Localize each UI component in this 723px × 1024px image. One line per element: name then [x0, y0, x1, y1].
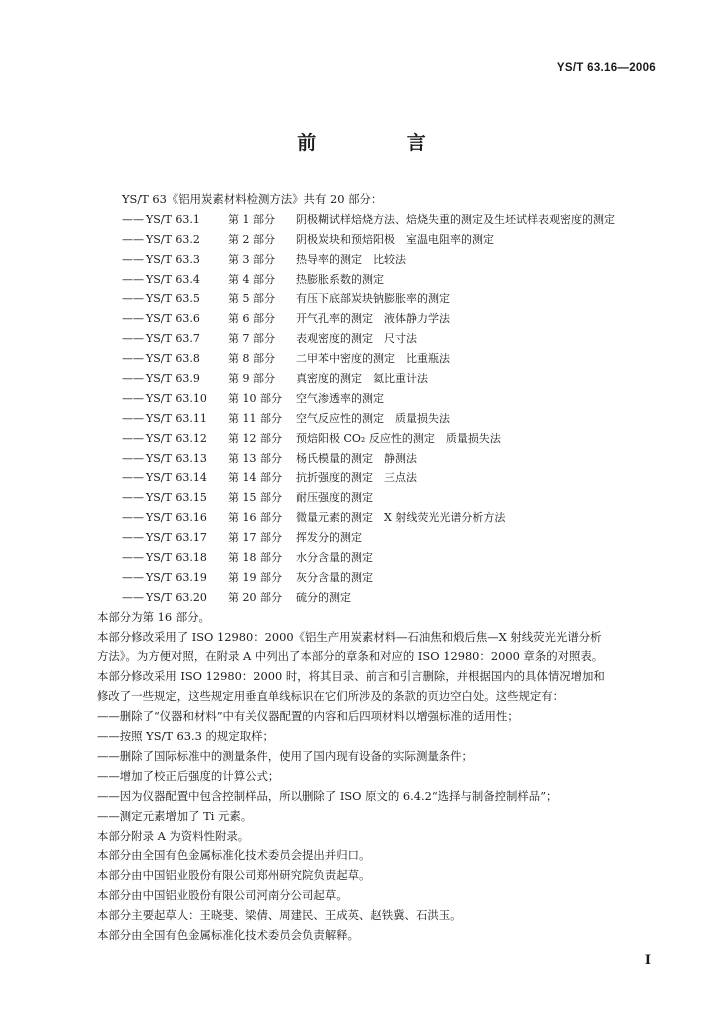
part-code: YS/T 63.8 — [146, 352, 200, 366]
part-list-item — [97, 488, 662, 508]
part-number: 第 2 部分 — [228, 232, 275, 246]
paragraph-line: 本部分为第 16 部分。 — [97, 609, 210, 624]
part-code: YS/T 63.3 — [146, 252, 200, 266]
part-code: YS/T 63.1 — [146, 212, 200, 226]
part-code: YS/T 63.19 — [146, 570, 207, 584]
part-code: YS/T 63.18 — [146, 551, 207, 565]
part-code: YS/T 63.2 — [146, 232, 200, 246]
paragraph-line: ——增加了校正后强度的计算公式； — [97, 768, 280, 783]
paragraph — [97, 747, 662, 767]
part-name: 杨氏模量的测定 静测法 — [296, 451, 417, 465]
part-dash: —— — [122, 551, 144, 565]
paragraph-line: ——删除了“仪器和材料”中有关仪器配置的内容和后四项材料以增强标准的适用性； — [97, 709, 519, 724]
part-code: YS/T 63.13 — [146, 451, 207, 465]
paragraph-line: ——删除了国际标准中的测量条件，使用了国内现有设备的实际测量条件； — [97, 748, 473, 763]
parts-list — [97, 210, 662, 608]
part-number: 第 17 部分 — [228, 531, 282, 545]
part-number: 第 15 部分 — [228, 491, 282, 505]
paragraph — [97, 846, 662, 866]
paragraph-line: 本部分修改采用 ISO 12980：2000 时，将其目录、前言和引言删除，并根据国内的具体情况增加和 — [97, 669, 605, 684]
part-code: YS/T 63.5 — [146, 292, 200, 306]
part-number: 第 1 部分 — [228, 212, 275, 226]
part-list-item — [97, 289, 662, 309]
part-name: 有压下底部炭块钠膨胀率的测定 — [296, 292, 450, 306]
part-number: 第 7 部分 — [228, 332, 275, 346]
paragraph — [97, 906, 662, 926]
paragraph — [97, 886, 662, 906]
part-dash: —— — [122, 570, 144, 584]
part-list-item — [97, 270, 662, 290]
part-dash: —— — [122, 372, 144, 386]
paragraph-line: 修改了一些规定，这些规定用垂直单线标识在它们所涉及的条款的页边空白处。这些规定有： — [97, 689, 565, 704]
part-code: YS/T 63.14 — [146, 471, 207, 485]
part-dash: —— — [122, 511, 144, 525]
paragraph — [97, 667, 662, 707]
part-number: 第 13 部分 — [228, 451, 282, 465]
part-list-item — [97, 528, 662, 548]
paragraph — [97, 926, 662, 946]
intro-line: YS/T 63《铝用炭素材料检测方法》共有 20 部分： — [122, 192, 383, 206]
part-dash: —— — [122, 531, 144, 545]
part-dash: —— — [122, 232, 144, 246]
part-number: 第 16 部分 — [228, 511, 282, 525]
part-dash: —— — [122, 431, 144, 445]
part-code: YS/T 63.16 — [146, 511, 207, 525]
part-name: 阴极糊试样焙烧方法、焙烧失重的测定及生坯试样表观密度的测定 — [296, 212, 615, 226]
paragraph — [97, 866, 662, 886]
part-name: 开气孔率的测定 液体静力学法 — [296, 312, 450, 326]
part-name: 挥发分的测定 — [296, 531, 362, 545]
paragraph-line: 本部分附录 A 为资料性附录。 — [97, 828, 250, 843]
part-number: 第 9 部分 — [228, 372, 275, 386]
part-dash: —— — [122, 590, 144, 604]
part-list-item — [97, 508, 662, 528]
part-dash: —— — [122, 471, 144, 485]
part-name: 空气反应性的测定 质量损失法 — [296, 411, 450, 425]
part-name: 热膨胀系数的测定 — [296, 272, 384, 286]
part-name: 水分含量的测定 — [296, 551, 373, 565]
part-list-item — [97, 588, 662, 608]
paragraph-line: 方法》。为方便对照，在附录 A 中列出了本部分的章条和对应的 ISO 12980：2000 章条的对照表。 — [97, 649, 604, 664]
part-name: 热导率的测定 比较法 — [296, 252, 406, 266]
paragraph — [97, 767, 662, 787]
paragraph-line: 本部分由中国铝业股份有限公司郑州研究院负责起草。 — [97, 868, 371, 883]
paragraph — [97, 628, 662, 668]
part-code: YS/T 63.10 — [146, 391, 207, 405]
part-code: YS/T 63.11 — [146, 411, 207, 425]
paragraph-line: 本部分由全国有色金属标准化技术委员会负责解释。 — [97, 927, 359, 942]
part-name: 耐压强度的测定 — [296, 491, 373, 505]
part-dash: —— — [122, 411, 144, 425]
part-number: 第 3 部分 — [228, 252, 275, 266]
part-code: YS/T 63.15 — [146, 491, 207, 505]
part-code: YS/T 63.12 — [146, 431, 207, 445]
part-name: 微量元素的测定 X 射线荧光光谱分析方法 — [296, 511, 506, 525]
part-dash: —— — [122, 491, 144, 505]
paragraph — [97, 787, 662, 807]
part-name: 预焙阳极 CO₂ 反应性的测定 质量损失法 — [296, 431, 501, 445]
part-list-item — [97, 210, 662, 230]
paragraph — [97, 727, 662, 747]
part-dash: —— — [122, 272, 144, 286]
part-list-item — [97, 349, 662, 369]
part-dash: —— — [122, 212, 144, 226]
paragraph-line: ——按照 YS/T 63.3 的规定取样； — [97, 729, 274, 744]
part-number: 第 4 部分 — [228, 272, 275, 286]
part-dash: —— — [122, 252, 144, 266]
paragraph — [97, 827, 662, 847]
part-list-item — [97, 389, 662, 409]
part-list-item — [97, 369, 662, 389]
part-list-item — [97, 468, 662, 488]
part-name: 抗折强度的测定 三点法 — [296, 471, 417, 485]
part-code: YS/T 63.20 — [146, 590, 207, 604]
page-title: 前 言 — [297, 132, 468, 154]
part-dash: —— — [122, 332, 144, 346]
part-number: 第 18 部分 — [228, 551, 282, 565]
part-list-item — [97, 250, 662, 270]
paragraph-line: 本部分修改采用了 ISO 12980：2000《铝生产用炭素材料—石油焦和煅后焦—X 射线荧光光谱分析 — [97, 629, 602, 644]
part-dash: —— — [122, 312, 144, 326]
part-name: 二甲苯中密度的测定 比重瓶法 — [296, 352, 450, 366]
part-list-item — [97, 230, 662, 250]
part-code: YS/T 63.6 — [146, 312, 200, 326]
part-code: YS/T 63.9 — [146, 372, 200, 386]
part-dash: —— — [122, 391, 144, 405]
part-dash: —— — [122, 451, 144, 465]
part-list-item — [97, 409, 662, 429]
part-dash: —— — [122, 292, 144, 306]
part-list-item — [97, 449, 662, 469]
paragraph-line: ——测定元素增加了 Ti 元素。 — [97, 808, 253, 823]
part-name: 硫分的测定 — [296, 590, 351, 604]
part-number: 第 20 部分 — [228, 590, 282, 604]
page-number: I — [644, 953, 651, 968]
part-number: 第 12 部分 — [228, 431, 282, 445]
part-number: 第 11 部分 — [228, 411, 282, 425]
paragraph — [97, 608, 662, 628]
standard-number: YS/T 63.16—2006 — [556, 62, 656, 74]
part-number: 第 8 部分 — [228, 352, 275, 366]
paragraph-line: 本部分由中国铝业股份有限公司河南分公司起草。 — [97, 888, 348, 903]
part-dash: —— — [122, 352, 144, 366]
paragraph-line: ——因为仪器配置中包含控制样品，所以删除了 ISO 原文的 6.4.2“选择与制备控制样品”； — [97, 788, 558, 803]
paragraphs — [97, 608, 662, 946]
part-number: 第 5 部分 — [228, 292, 275, 306]
part-list-item — [97, 309, 662, 329]
part-name: 空气渗透率的测定 — [296, 391, 384, 405]
part-number: 第 14 部分 — [228, 471, 282, 485]
part-name: 真密度的测定 氦比重计法 — [296, 372, 428, 386]
part-code: YS/T 63.4 — [146, 272, 200, 286]
part-name: 表观密度的测定 尺寸法 — [296, 332, 417, 346]
part-list-item — [97, 329, 662, 349]
part-code: YS/T 63.17 — [146, 531, 207, 545]
part-name: 阴极炭块和预焙阳极 室温电阻率的测定 — [296, 232, 494, 246]
part-code: YS/T 63.7 — [146, 332, 200, 346]
part-number: 第 19 部分 — [228, 570, 282, 584]
paragraph-line: 本部分由全国有色金属标准化技术委员会提出并归口。 — [97, 848, 371, 863]
part-number: 第 6 部分 — [228, 312, 275, 326]
paragraph-line: 本部分主要起草人：王晓斐、梁倩、周建民、王成英、赵铁冀、石洪玉。 — [97, 908, 462, 923]
paragraph — [97, 807, 662, 827]
part-list-item — [97, 548, 662, 568]
part-name: 灰分含量的测定 — [296, 570, 373, 584]
paragraph — [97, 707, 662, 727]
part-list-item — [97, 568, 662, 588]
part-list-item — [97, 429, 662, 449]
document-body — [97, 190, 662, 946]
part-number: 第 10 部分 — [228, 391, 282, 405]
